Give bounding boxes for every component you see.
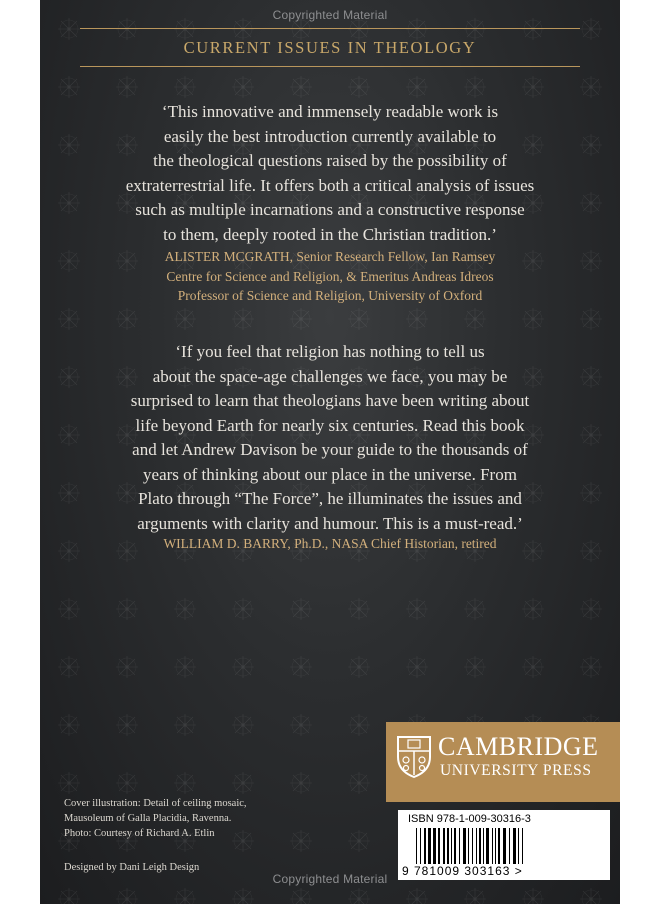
series-rule-top [80, 28, 580, 29]
series-rule-bottom [80, 66, 580, 67]
barcode-bar [459, 828, 460, 864]
attribution-line: Professor of Science and Religion, University of Oxford [177, 288, 483, 303]
barcode-bar [509, 828, 510, 864]
barcode-bar [454, 828, 456, 864]
barcode-bar [443, 828, 445, 864]
barcode-bar [420, 828, 421, 864]
watermark-bottom: Copyrighted Material [272, 872, 388, 886]
barcode-bar [492, 828, 493, 864]
barcode-bar [472, 828, 473, 864]
credit-line: Cover illustration: Detail of ceiling mosaic, [64, 798, 247, 809]
barcode-bar [513, 828, 516, 864]
barcode-bar [428, 828, 431, 864]
designer-credit: Designed by Dani Leigh Design [64, 862, 200, 873]
isbn-barcode [398, 810, 610, 880]
series-title: CURRENT ISSUES IN THEOLOGY [183, 38, 477, 57]
quote-line: to them, deeply rooted in the Christian tradition.’ [163, 224, 497, 244]
quote-line: extraterrestrial life. It offers both a critical analysis of issues [125, 175, 535, 195]
quote-line: the theological questions raised by the possibility of [153, 151, 507, 170]
endorsement-attribution-2: WILLIAM D. BARRY, Ph.D., NASA Chief Historian, retired [163, 536, 497, 551]
barcode-bar [424, 828, 426, 864]
endorsement-attribution-1 [40, 247, 620, 306]
barcode-bar [483, 828, 484, 864]
quote-line: life beyond Earth for nearly six centuries. Read this book [135, 415, 525, 435]
barcode-bar [438, 828, 440, 864]
barcode-bar [479, 828, 481, 864]
barcode-bar [463, 828, 466, 864]
endorsement-quote-2 [40, 340, 620, 536]
barcode-bar [486, 828, 489, 864]
book-back-cover [40, 0, 620, 904]
barcode-bar [433, 828, 436, 864]
isbn-label: ISBN 978-1-009-30316-3 [408, 813, 531, 825]
quote-line: about the space-age challenges we face, you may be [152, 366, 508, 386]
barcode-bar [503, 828, 506, 864]
barcode-bar [468, 828, 469, 864]
attribution-line: ALISTER MCGRATH, Senior Research Fellow, Ian Ramsey [164, 249, 496, 264]
barcode-bars [416, 828, 596, 864]
quote-line: surprised to learn that theologians have been writing about [130, 391, 530, 410]
attribution-line: Centre for Science and Religion, & Emeritus Andreas Idreos [166, 268, 494, 284]
credit-line: Mausoleum of Galla Placidia, Ravenna. [64, 813, 232, 824]
publisher-logo [386, 722, 620, 802]
barcode-bar [476, 828, 477, 864]
quote-line: arguments with clarity and humour. This is a must-read.’ [137, 513, 523, 533]
publisher-subtitle: UNIVERSITY PRESS [440, 762, 592, 779]
publisher-name: CAMBRIDGE [438, 732, 599, 761]
quote-line: easily the best introduction currently available to [163, 126, 497, 146]
quote-line: such as multiple incarnations and a constructive response [135, 200, 525, 219]
barcode-bar [451, 828, 452, 864]
barcode-bar [498, 828, 500, 864]
barcode-bar [447, 828, 449, 864]
barcode-bar [518, 828, 519, 864]
quote-line: Plato through “The Force”, he illuminates the issues and [138, 489, 522, 508]
barcode-bar [416, 828, 417, 864]
barcode-bar [522, 828, 523, 864]
quote-line: ‘This innovative and immensely readable work is [161, 102, 499, 121]
cambridge-shield-icon [396, 735, 432, 779]
cover-credits [64, 796, 247, 841]
watermark-top: Copyrighted Material [272, 8, 388, 22]
quote-line: and let Andrew Davison be your guide to the thousands of [132, 440, 528, 459]
quote-line: ‘If you feel that religion has nothing to tell us [175, 342, 485, 361]
credit-line: Photo: Courtesy of Richard A. Etlin [64, 828, 215, 839]
barcode-bar [495, 828, 496, 864]
barcode-digits: 9 781009 303163 > [402, 864, 523, 878]
quote-line: years of thinking about our place in the universe. From [143, 464, 517, 484]
endorsement-quote-1 [40, 100, 620, 247]
